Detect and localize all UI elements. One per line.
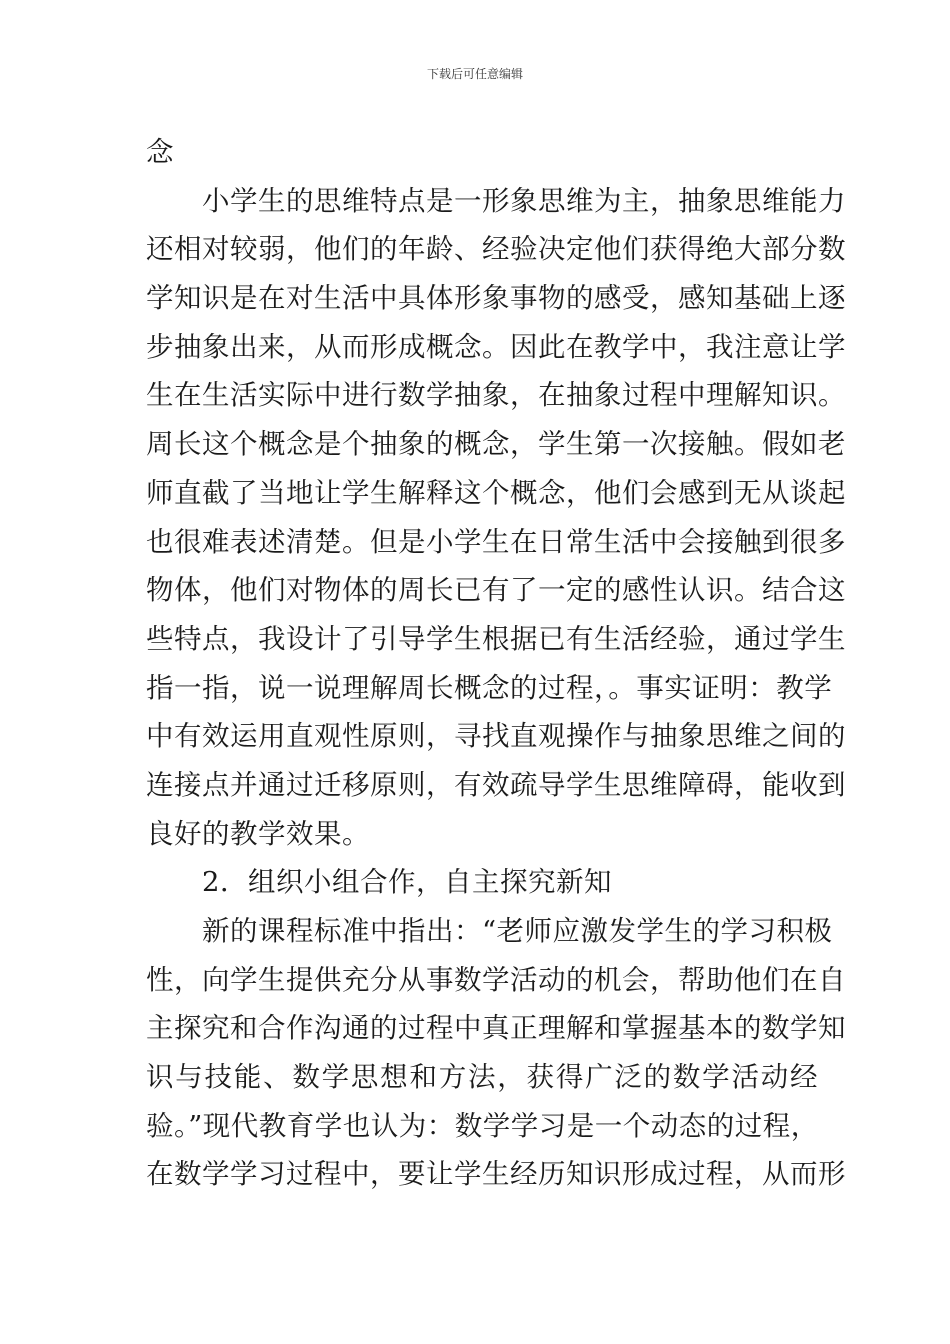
document-body	[146, 128, 846, 1199]
text-line: 物体，他们对物体的周长已有了一定的感性认识。结合这	[146, 574, 846, 607]
section-heading: 2．组织小组合作，自主探究新知	[202, 866, 612, 899]
text-line: 识与技能、数学思想和方法，获得广泛的数学活动经	[146, 1061, 818, 1094]
text-line: 中有效运用直观性原则，寻找直观操作与抽象思维之间的	[146, 720, 846, 753]
paragraph-start-line: 新的课程标准中指出：“老师应激发学生的学习积极	[202, 915, 833, 947]
text-line: 还相对较弱，他们的年龄、经验决定他们获得绝大部分数	[146, 233, 846, 266]
text-line: 学知识是在对生活中具体形象事物的感受，感知基础上逐	[146, 282, 846, 315]
text-line: 主探究和合作沟通的过程中真正理解和掌握基本的数学知	[146, 1012, 846, 1045]
text-line: 生在生活实际中进行数学抽象，在抽象过程中理解知识。	[146, 379, 846, 412]
text-line: 步抽象出来，从而形成概念。因此在教学中，我注意让学	[146, 330, 846, 363]
text-line: 师直截了当地让学生解释这个概念，他们会感到无从谈起	[146, 476, 846, 509]
paragraph-end-line: 良好的教学效果。	[146, 817, 370, 850]
text-line: 也很难表述清楚。但是小学生在日常生活中会接触到很多	[146, 525, 846, 558]
text-line: 验。”现代教育学也认为：数学学习是一个动态的过程，	[146, 1109, 819, 1142]
text-line: 指一指，说一说理解周长概念的过程，。事实证明：教学	[146, 671, 833, 704]
text-line: 念	[146, 136, 174, 168]
text-line: 周长这个概念是个抽象的概念，学生第一次接触。假如老	[146, 428, 846, 461]
text-line: 些特点，我设计了引导学生根据已有生活经验，通过学生	[146, 622, 846, 655]
page-header: 下载后可任意编辑	[426, 67, 523, 81]
text-line: 性，向学生提供充分从事数学活动的机会，帮助他们在自	[146, 963, 846, 996]
paragraph-start-line: 小学生的思维特点是一形象思维为主，抽象思维能力	[202, 184, 846, 217]
text-line: 在数学学习过程中，要让学生经历知识形成过程，从而形	[146, 1158, 846, 1191]
text-line: 连接点并通过迁移原则，有效疏导学生思维障碍，能收到	[146, 768, 846, 801]
